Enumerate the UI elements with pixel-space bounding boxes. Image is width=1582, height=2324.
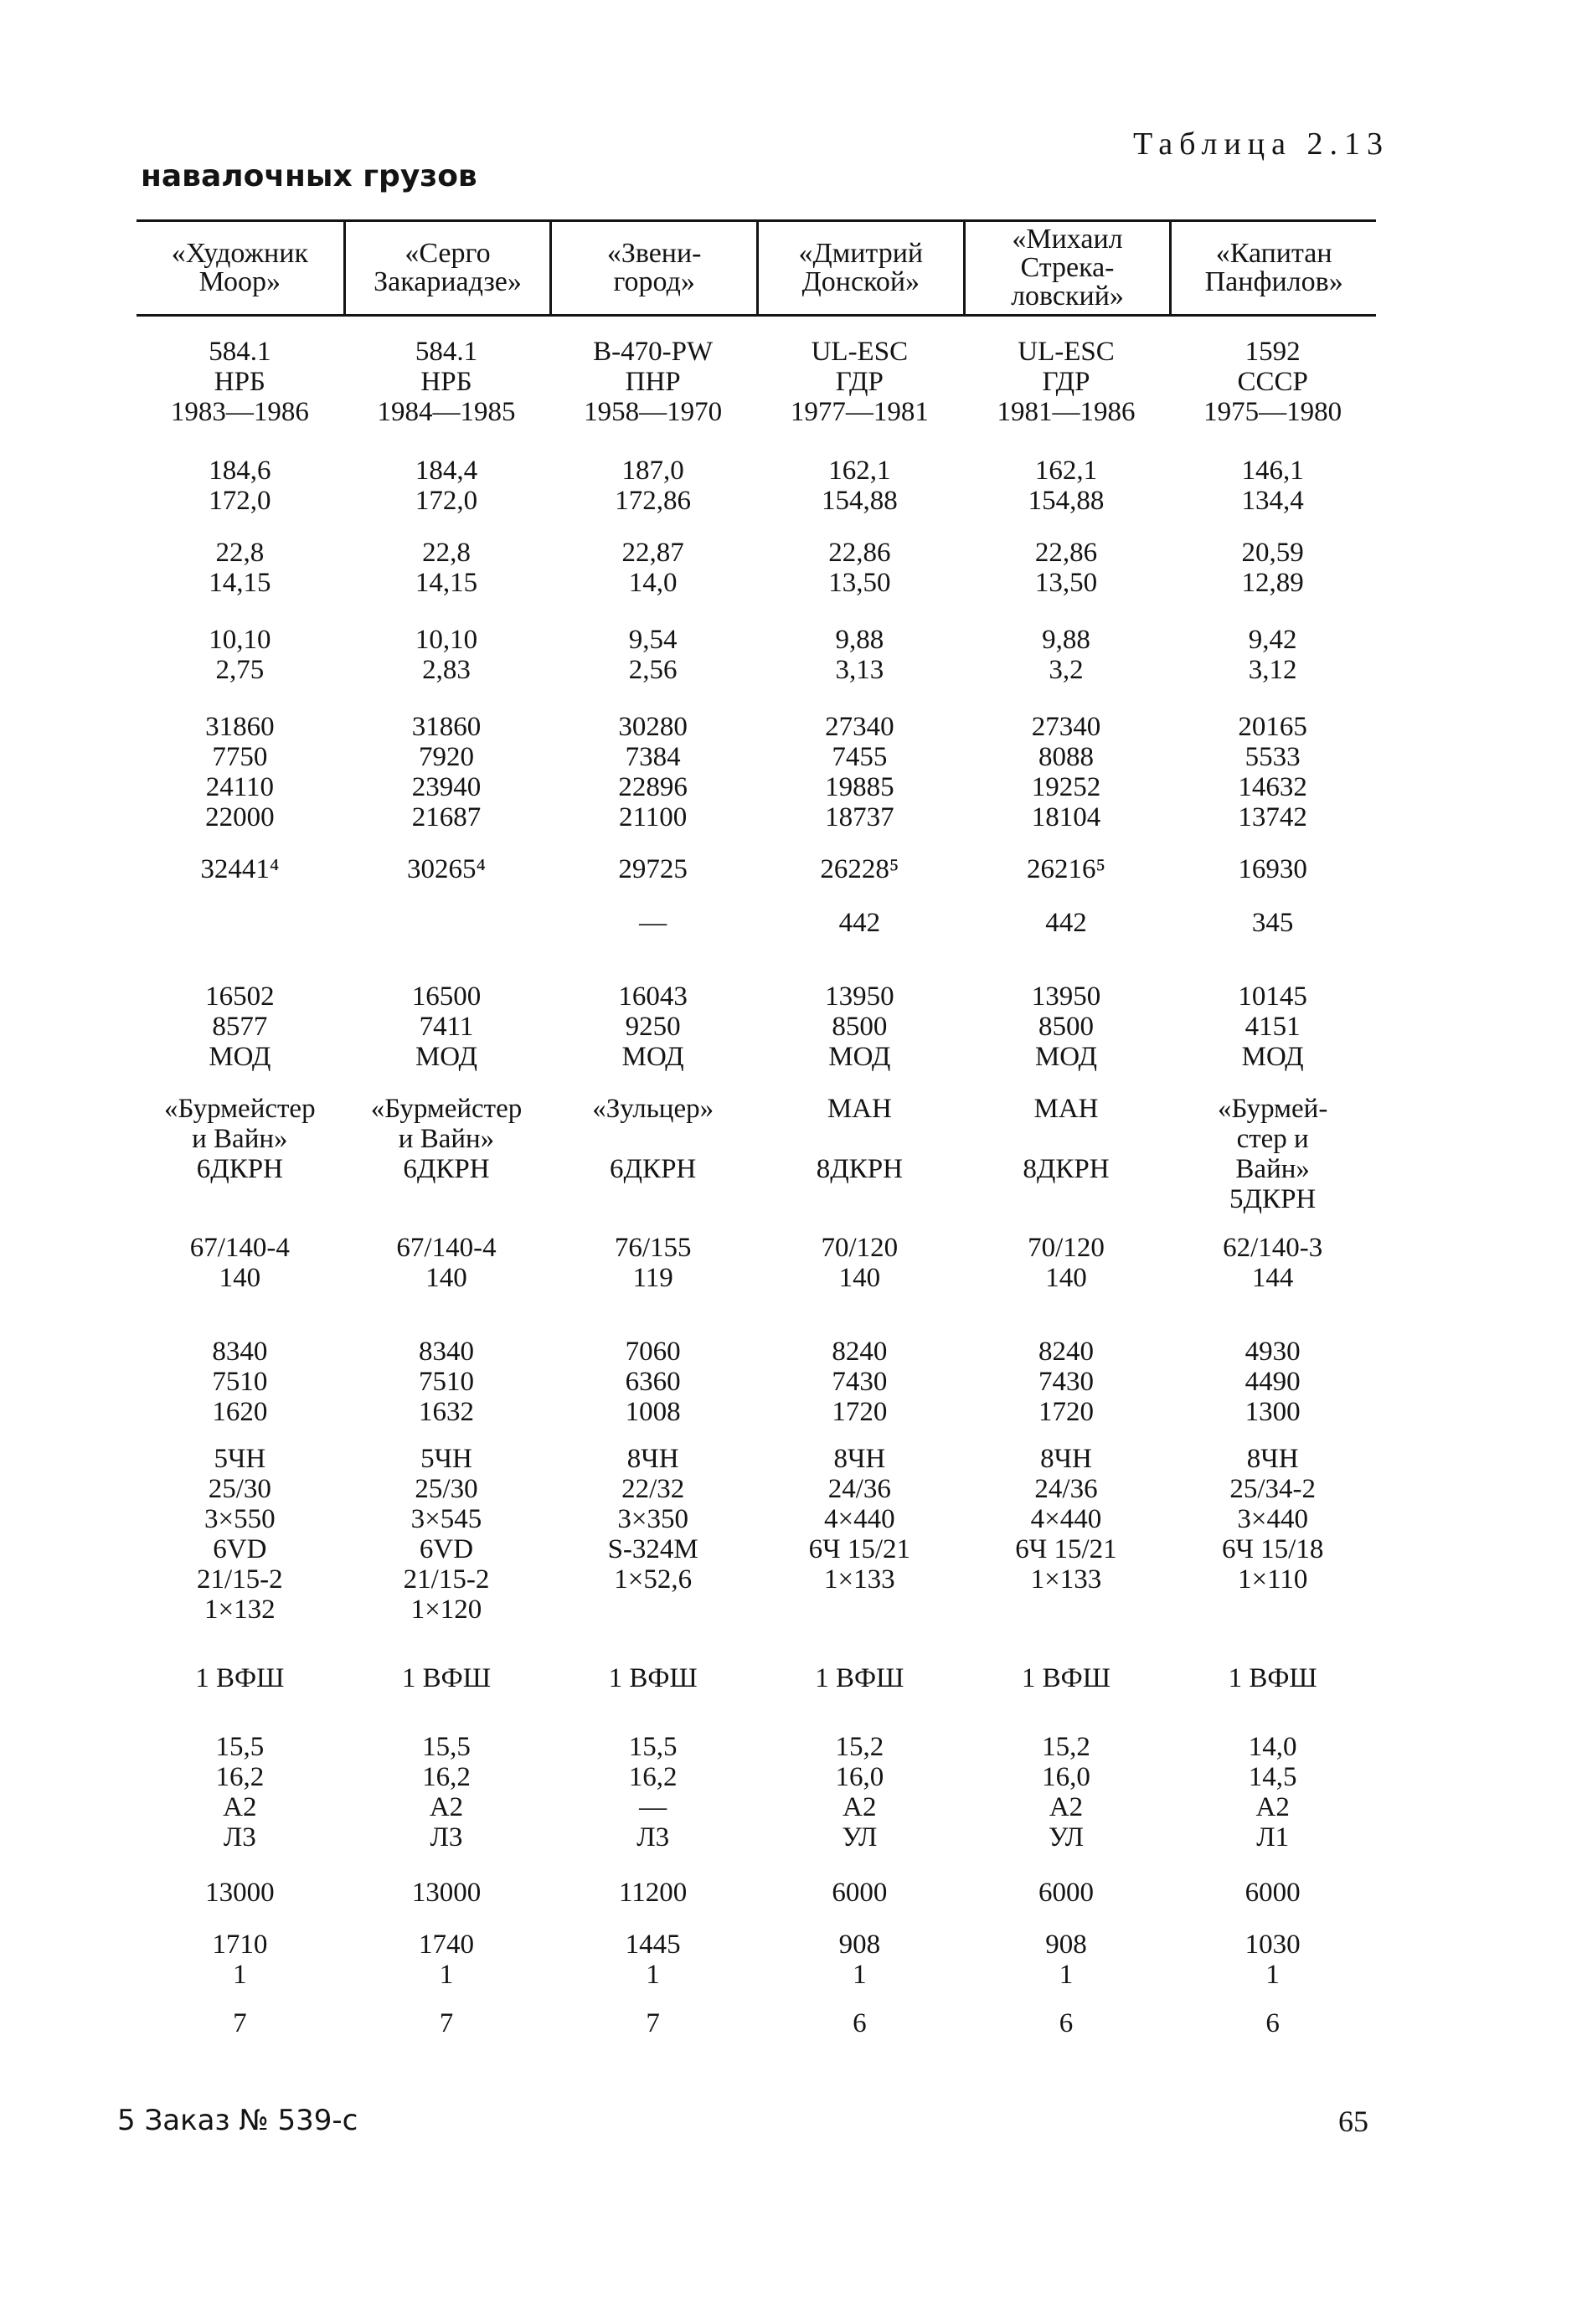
table-cell: 9,54 2,56 [628,625,678,685]
table-cell: 26216⁵ [1026,854,1105,884]
table-cell: 10,10 2,83 [415,625,478,685]
table-cell: 20,59 12,89 [1241,538,1304,598]
table-cell: 16043 9250 МОД [618,982,688,1072]
table-cell: 7 [646,2008,660,2038]
column-header: «Михаил Стрека- ловский» [963,222,1170,314]
table-cell: 1592 СССР 1975—1980 [1203,337,1342,427]
table-cell: 584.1 НРБ 1984—1985 [377,337,516,427]
table-cell: UL-ESC ГДР 1981—1986 [997,337,1136,427]
table-row [137,1878,1376,1908]
table-cell: 27340 7455 19885 18737 [825,712,894,832]
table-cell: 6 [1265,2008,1280,2038]
table-row [137,1732,1376,1853]
table-cell: 20165 5533 14632 13742 [1238,712,1307,832]
table-cell: 1030 1 [1244,1930,1301,1990]
table-cell: 7 [233,2008,247,2038]
table-cell: 8ЧН 22/32 3×350 S-324M 1×52,6 [607,1444,698,1595]
table-cell: 1 ВФШ [1228,1663,1317,1693]
table-cell: 22,8 14,15 [415,538,478,598]
table-cell: 31860 7920 23940 21687 [411,712,482,832]
table-cell: 184,6 172,0 [209,456,271,516]
table-cell: 584.1 НРБ 1983—1986 [170,337,309,427]
table-cell: 1740 1 [418,1930,474,1990]
table-row [137,538,1376,598]
column-header: «Дмитрий Донской» [756,222,963,314]
table-cell: 30280 7384 22896 21100 [618,712,688,832]
table-cell: 5ЧН 25/30 3×545 6VD 21/15-2 1×120 [403,1444,490,1625]
column-header: «Художник Моор» [171,238,308,297]
table-cell: МАН 8ДКРН [816,1094,903,1184]
table-cell: МАН 8ДКРН [1023,1094,1110,1184]
column-header: «Капитан Панфилов» [1169,222,1376,314]
table-row [137,337,1376,427]
table-cell: 8ЧН 25/34-2 3×440 6Ч 15/18 1×110 [1221,1444,1324,1595]
table-cell [137,908,343,938]
table-row [137,1930,1376,1990]
table-row [137,1337,1376,1427]
table-row [137,982,1376,1072]
table-cell: 10,10 2,75 [209,625,271,685]
table-cell: 31860 7750 24110 22000 [205,712,275,832]
table-cell: 442 [838,908,881,938]
table-cell: UL-ESC ГДР 1977—1981 [790,337,929,427]
table-cell: 184,4 172,0 [415,456,478,516]
table-cell: 15,2 16,0 А2 УЛ [835,1732,884,1853]
ship-data-table [137,219,1376,2038]
table-cell: 345 [1251,908,1294,938]
table-cell: 9,88 3,2 [1042,625,1090,685]
table-cell: 14,0 14,5 А2 Л1 [1248,1732,1297,1853]
table-cell: 9,42 3,12 [1248,625,1297,685]
table-cell: 29725 [618,854,688,884]
table-cell: 70/120 140 [1028,1233,1105,1293]
table-cell: 62/140-3 144 [1223,1233,1323,1293]
table-cell: 9,88 3,13 [835,625,884,685]
page-number: 65 [1338,2105,1368,2138]
table-cell: «Бурмейстер и Вайн» 6ДКРН [370,1094,523,1184]
table-cell: 22,86 13,50 [828,538,891,598]
table-cell: 1 ВФШ [608,1663,698,1693]
table-cell: 32441⁴ [200,854,280,884]
table-row [137,908,1376,938]
table-cell: 13000 [411,1878,482,1908]
table-cell: 8ЧН 24/36 4×440 6Ч 15/21 1×133 [1015,1444,1117,1595]
header-rule [137,314,1376,317]
table-cell: 70/120 140 [821,1233,899,1293]
table-cell: — [639,908,667,938]
table-cell: 187,0 172,86 [615,456,692,516]
table-cell: 22,87 14,0 [621,538,684,598]
table-cell: В-470-PW ПНР 1958—1970 [584,337,723,427]
table-cell: 1710 1 [212,1930,268,1990]
table-cell: 16502 8577 МОД [205,982,275,1072]
table-cell: 6 [853,2008,867,2038]
table-row [137,712,1376,832]
table-cell [343,908,550,938]
table-cell: 162,1 154,88 [1028,456,1105,516]
table-cell: «Бурмейстер и Вайн» 6ДКРН [164,1094,316,1184]
table-body [137,337,1376,2038]
table-cell: 10145 4151 МОД [1238,982,1307,1072]
table-cell: 908 1 [1045,1930,1087,1990]
table-row [137,456,1376,516]
table-cell: 11200 [619,1878,688,1908]
table-cell: 6 [1059,2008,1074,2038]
table-cell: 8240 7430 1720 [1038,1337,1094,1427]
table-row [137,854,1376,884]
table-row [137,625,1376,685]
table-cell: 13950 8500 МОД [825,982,894,1072]
table-cell: 7 [439,2008,454,2038]
table-header [137,222,1376,314]
table-cell: 162,1 154,88 [821,456,898,516]
table-cell: «Зульцер» 6ДКРН [592,1094,714,1184]
table-cell: 22,8 14,15 [209,538,271,598]
table-cell: 6000 [1244,1878,1301,1908]
order-note: 5 Заказ № 539-с [117,2104,358,2137]
table-cell: 16930 [1238,854,1307,884]
table-cell: 26228⁵ [820,854,899,884]
table-cell: 1 ВФШ [1021,1663,1111,1693]
table-cell: 13000 [205,1878,275,1908]
table-cell: 442 [1045,908,1087,938]
table-cell: 15,5 16,2 — Л3 [628,1732,678,1853]
table-cell: 8340 7510 1620 [212,1337,268,1427]
column-header: «Звени- город» [549,222,756,314]
table-row [137,2008,1376,2038]
table-cell: 15,5 16,2 А2 Л3 [215,1732,265,1853]
table-cell: 15,5 16,2 А2 Л3 [422,1732,471,1853]
table-cell: 13950 8500 МОД [1031,982,1101,1072]
table-label: Таблица 2.13 [1132,126,1389,162]
table-cell: 6000 [832,1878,888,1908]
table-subtitle: навалочных грузов [141,159,477,193]
column-header: «Серго Закариадзе» [343,222,550,314]
table-cell: 146,1 134,4 [1241,456,1304,516]
table-cell: 15,2 16,0 А2 УЛ [1042,1732,1090,1853]
table-cell: 22,86 13,50 [1034,538,1098,598]
table-cell: 8ЧН 24/36 4×440 6Ч 15/21 1×133 [808,1444,911,1595]
table-row [137,1094,1376,1214]
table-cell: 1445 1 [625,1930,681,1990]
table-cell: 67/140-4 140 [396,1233,497,1293]
table-cell: «Бурмей- стер и Вайн» 5ДКРН [1218,1094,1328,1214]
table-cell: 8240 7430 1720 [832,1337,888,1427]
table-cell: 1 ВФШ [815,1663,904,1693]
table-cell: 6000 [1038,1878,1094,1908]
table-cell: 1 ВФШ [195,1663,285,1693]
table-cell: 7060 6360 1008 [625,1337,681,1427]
table-cell: 30265⁴ [406,854,486,884]
table-row [137,1663,1376,1693]
table-cell: 67/140-4 140 [189,1233,290,1293]
table-row [137,1444,1376,1625]
table-cell: 5ЧН 25/30 3×550 6VD 21/15-2 1×132 [196,1444,283,1625]
table-cell: 8340 7510 1632 [418,1337,474,1427]
table-cell: 16500 7411 МОД [411,982,482,1072]
table-cell: 27340 8088 19252 18104 [1031,712,1101,832]
table-cell: 76/155 119 [614,1233,692,1293]
table-cell: 1 ВФШ [401,1663,492,1693]
table-row [137,1233,1376,1293]
table-cell: 908 1 [838,1930,881,1990]
table-cell: 4930 4490 1300 [1244,1337,1301,1427]
